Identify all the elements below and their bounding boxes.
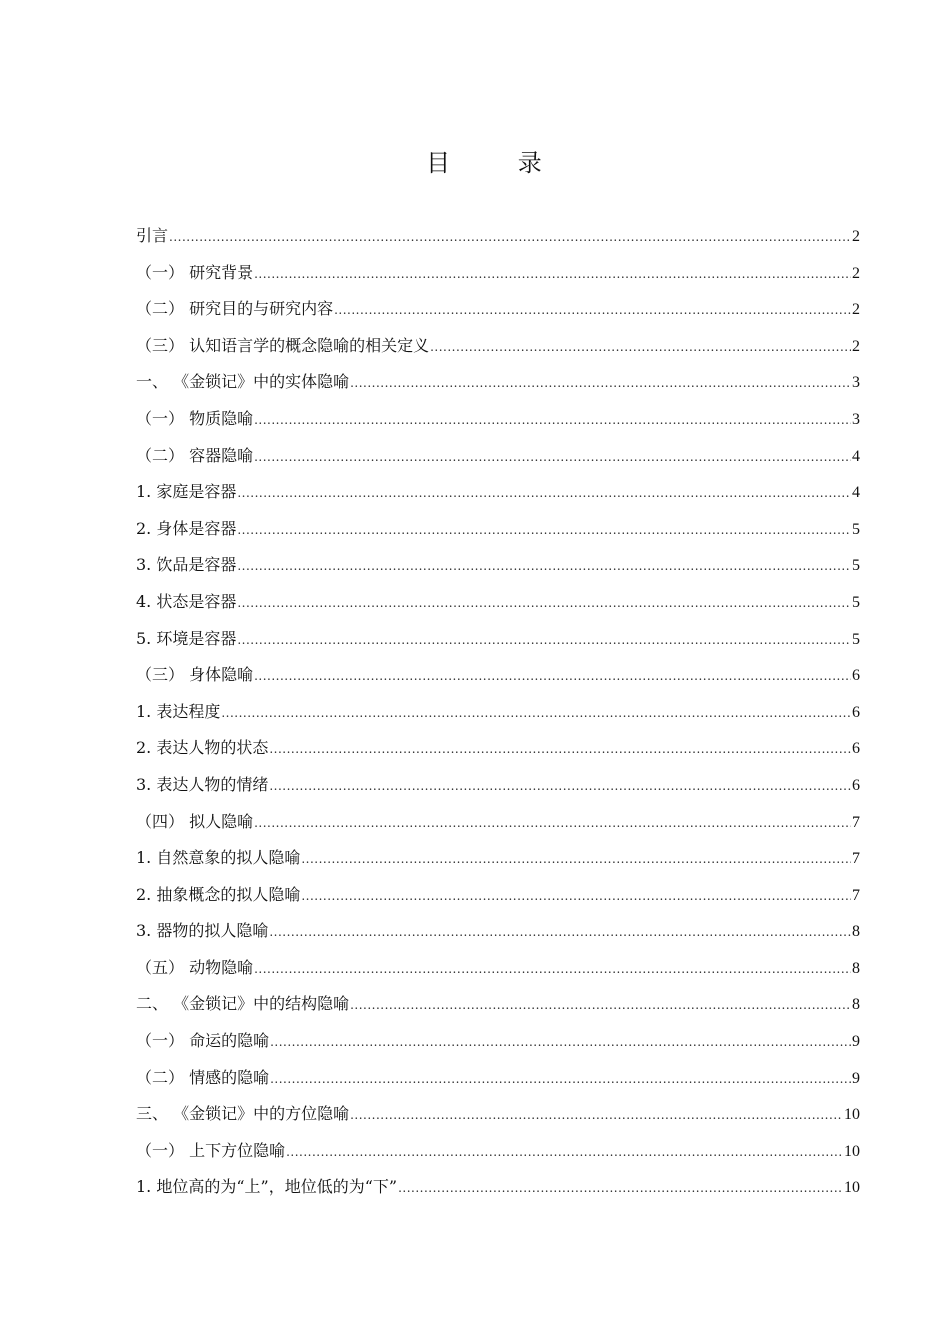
toc-page-number: 5 xyxy=(852,630,860,648)
toc-dot-leader xyxy=(237,512,851,549)
toc-page-number: 3 xyxy=(852,374,860,392)
toc-entry-text: 1. 家庭是容器 xyxy=(136,482,237,502)
toc-dot-leader xyxy=(237,622,851,659)
toc-entry-text: 2. 表达人物的状态 xyxy=(136,738,269,758)
toc-list xyxy=(136,218,860,1206)
toc-entry[interactable] xyxy=(136,1060,860,1097)
toc-entry[interactable] xyxy=(136,438,860,475)
toc-entry-text: （二） 研究目的与研究内容 xyxy=(136,299,334,319)
toc-page-number: 7 xyxy=(852,813,860,831)
toc-page-number: 5 xyxy=(852,593,860,611)
toc-dot-leader xyxy=(398,1170,843,1207)
toc-entry[interactable] xyxy=(136,1133,860,1170)
toc-entry[interactable] xyxy=(136,621,860,658)
toc-page-number: 2 xyxy=(852,264,860,282)
toc-page-number: 3 xyxy=(852,410,860,428)
toc-dot-leader xyxy=(254,805,851,842)
toc-entry[interactable] xyxy=(136,950,860,987)
toc-dot-leader xyxy=(254,951,851,988)
toc-dot-leader xyxy=(350,1097,843,1134)
toc-page-number: 2 xyxy=(852,337,860,355)
toc-dot-leader xyxy=(254,439,851,476)
toc-page-number: 6 xyxy=(852,740,860,758)
toc-dot-leader xyxy=(334,292,851,329)
toc-entry[interactable] xyxy=(136,694,860,731)
toc-entry-text: 3. 饮品是容器 xyxy=(136,555,237,575)
toc-entry-text: 2. 抽象概念的拟人隐喻 xyxy=(136,884,301,904)
toc-page-number: 5 xyxy=(852,557,860,575)
toc-dot-leader xyxy=(301,878,851,915)
toc-dot-leader xyxy=(254,256,851,293)
toc-entry[interactable] xyxy=(136,913,860,950)
toc-dot-leader xyxy=(237,585,851,622)
toc-page-number: 2 xyxy=(852,301,860,319)
toc-page-number: 10 xyxy=(844,1179,860,1197)
toc-page-number: 8 xyxy=(852,959,860,977)
toc-entry[interactable] xyxy=(136,401,860,438)
toc-page-number: 10 xyxy=(844,1106,860,1124)
toc-entry-text: 2. 身体是容器 xyxy=(136,518,237,538)
toc-entry[interactable] xyxy=(136,767,860,804)
toc-entry-text: （一） 研究背景 xyxy=(136,262,254,282)
toc-entry-text: （一） 物质隐喻 xyxy=(136,408,254,428)
toc-entry[interactable] xyxy=(136,1096,860,1133)
toc-page-number: 2 xyxy=(852,228,860,245)
toc-dot-leader xyxy=(254,658,851,695)
toc-entry-text: 1. 地位高的为“上”，地位低的为“下” xyxy=(136,1177,398,1197)
toc-entry[interactable] xyxy=(136,657,860,694)
toc-entry[interactable] xyxy=(136,877,860,914)
toc-entry[interactable] xyxy=(136,986,860,1023)
toc-entry[interactable] xyxy=(136,218,860,255)
toc-dot-leader xyxy=(270,1024,851,1061)
toc-page-number: 8 xyxy=(852,923,860,941)
toc-page-number: 9 xyxy=(852,1069,860,1087)
toc-dot-leader xyxy=(269,731,851,768)
toc-page-number: 8 xyxy=(852,996,860,1014)
toc-entry-text: 1. 自然意象的拟人隐喻 xyxy=(136,848,301,868)
toc-dot-leader xyxy=(430,329,851,366)
toc-dot-leader xyxy=(237,475,851,512)
toc-dot-leader xyxy=(350,365,851,402)
toc-page-number: 6 xyxy=(852,667,860,685)
toc-entry-text: （二） 容器隐喻 xyxy=(136,445,254,465)
toc-dot-leader xyxy=(269,914,851,951)
toc-dot-leader xyxy=(270,1061,851,1098)
toc-entry[interactable] xyxy=(136,584,860,621)
toc-entry-text: （一） 上下方位隐喻 xyxy=(136,1140,286,1160)
toc-page-number: 5 xyxy=(852,520,860,538)
toc-entry-text: （四） 拟人隐喻 xyxy=(136,811,254,831)
toc-page-number: 9 xyxy=(852,1033,860,1051)
toc-page-number: 4 xyxy=(852,484,860,502)
toc-entry-text: （三） 身体隐喻 xyxy=(136,665,254,685)
toc-title: 目 录 xyxy=(426,149,572,177)
toc-entry[interactable] xyxy=(136,511,860,548)
toc-entry-text: （三） 认知语言学的概念隐喻的相关定义 xyxy=(136,335,430,355)
toc-page-number: 6 xyxy=(852,703,860,721)
toc-entry-text: 二、 《金锁记》中的结构隐喻 xyxy=(136,994,350,1014)
toc-page-number: 10 xyxy=(844,1142,860,1160)
toc-entry-text: 引言 xyxy=(136,226,169,245)
toc-dot-leader xyxy=(301,841,851,878)
toc-entry[interactable] xyxy=(136,804,860,841)
toc-entry[interactable] xyxy=(136,364,860,401)
toc-entry[interactable] xyxy=(136,1023,860,1060)
toc-dot-leader xyxy=(269,768,851,805)
toc-entry-text: 5. 环境是容器 xyxy=(136,628,237,648)
toc-entry-text: 一、 《金锁记》中的实体隐喻 xyxy=(136,372,350,392)
toc-page-number: 4 xyxy=(852,447,860,465)
toc-entry-text: 3. 表达人物的情绪 xyxy=(136,774,269,794)
toc-page-number: 7 xyxy=(852,850,860,868)
toc-dot-leader xyxy=(237,548,851,585)
toc-entry-text: （二） 情感的隐喻 xyxy=(136,1067,270,1087)
toc-dot-leader xyxy=(169,219,851,256)
toc-entry-text: 1. 表达程度 xyxy=(136,701,221,721)
toc-dot-leader xyxy=(221,695,851,732)
toc-dot-leader xyxy=(254,402,851,439)
toc-entry-text: 3. 器物的拟人隐喻 xyxy=(136,921,269,941)
toc-entry[interactable] xyxy=(136,255,860,292)
toc-entry[interactable] xyxy=(136,328,860,365)
toc-dot-leader xyxy=(286,1134,843,1171)
toc-entry[interactable] xyxy=(136,730,860,767)
toc-entry-text: （一） 命运的隐喻 xyxy=(136,1031,270,1051)
toc-entry[interactable] xyxy=(136,547,860,584)
toc-entry[interactable] xyxy=(136,291,860,328)
toc-entry[interactable] xyxy=(136,1169,860,1206)
toc-page-number: 6 xyxy=(852,776,860,794)
toc-entry[interactable] xyxy=(136,474,860,511)
toc-entry-text: 4. 状态是容器 xyxy=(136,591,237,611)
toc-entry[interactable] xyxy=(136,840,860,877)
toc-entry-text: （五） 动物隐喻 xyxy=(136,957,254,977)
toc-dot-leader xyxy=(350,987,851,1024)
toc-page-number: 7 xyxy=(852,886,860,904)
toc-entry-text: 三、 《金锁记》中的方位隐喻 xyxy=(136,1104,350,1124)
